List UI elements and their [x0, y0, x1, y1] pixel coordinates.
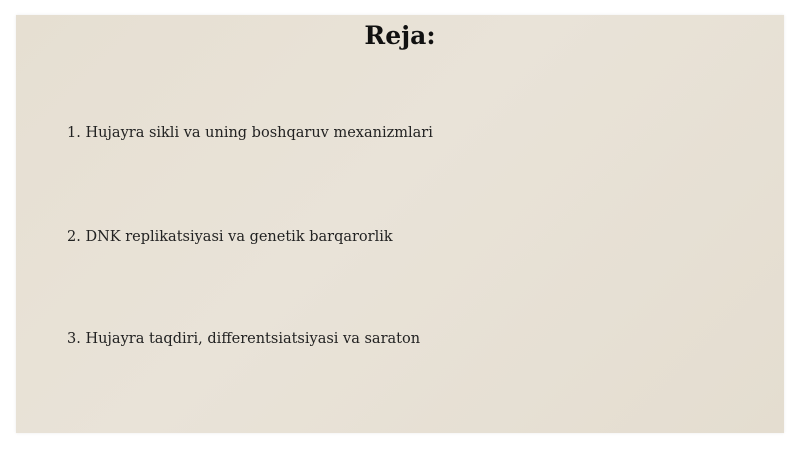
- plan-item-2: 2. DNK replikatsiyasi va genetik barqarorlik: [67, 229, 393, 245]
- slide: [16, 15, 784, 433]
- slide-title: Reja:: [364, 21, 436, 50]
- plan-item-1: 1. Hujayra sikli va uning boshqaruv mexanizmlari: [67, 125, 433, 141]
- plan-item-3: 3. Hujayra taqdiri, differentsiatsiyasi va saraton: [67, 331, 421, 347]
